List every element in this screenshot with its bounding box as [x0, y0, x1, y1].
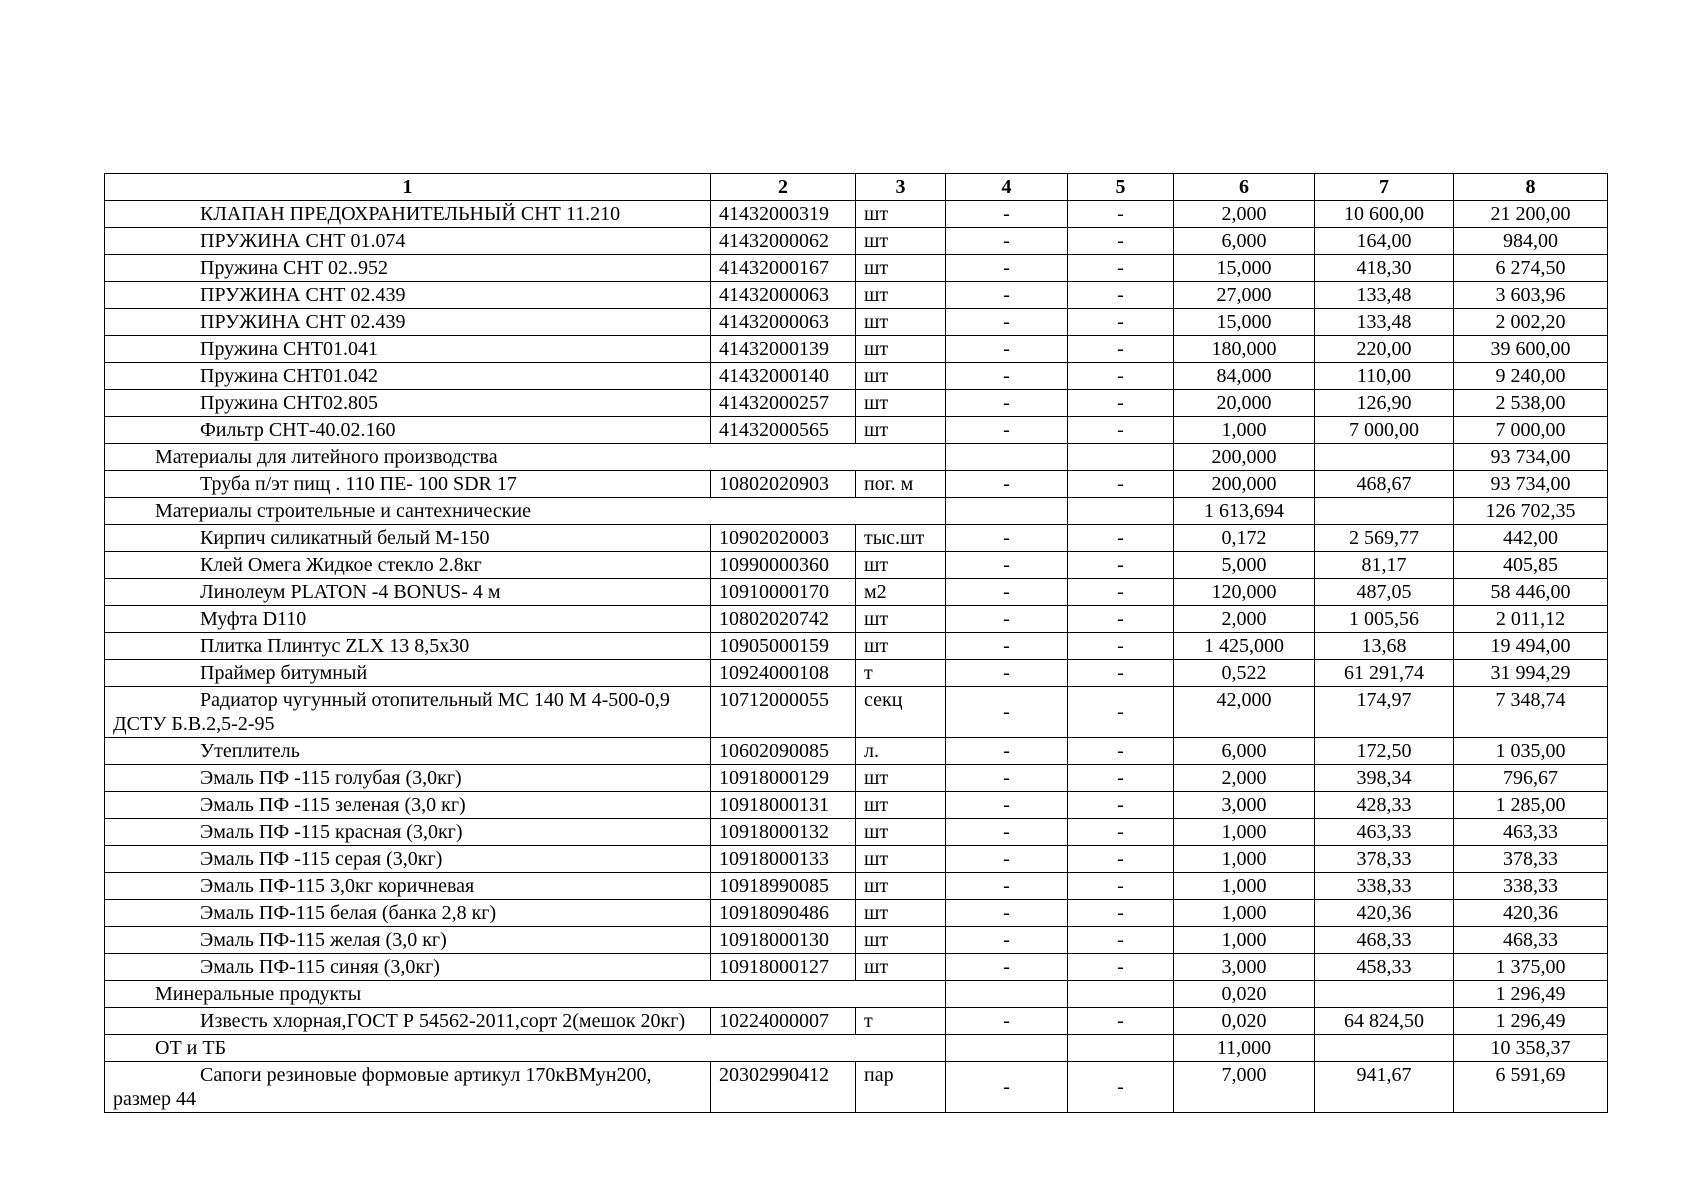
table-row	[105, 336, 1608, 363]
column-4-cell: -	[946, 1008, 1068, 1035]
item-name: Пружина СНТ01.042	[105, 363, 711, 390]
group-name: ОТ и ТБ	[105, 1035, 946, 1062]
unit-cell: т	[856, 660, 946, 687]
quantity-cell: 0,172	[1174, 525, 1315, 552]
column-4-cell: -	[946, 282, 1068, 309]
unit-cell: шт	[856, 954, 946, 981]
price-cell: 398,34	[1315, 765, 1454, 792]
item-code: 10905000159	[711, 633, 856, 660]
quantity-cell: 200,000	[1174, 471, 1315, 498]
column-5-cell: -	[1068, 228, 1174, 255]
sum-cell: 2 011,12	[1454, 606, 1608, 633]
table-row	[105, 738, 1608, 765]
unit-cell: шт	[856, 309, 946, 336]
price-cell: 338,33	[1315, 873, 1454, 900]
table-body	[105, 201, 1608, 1113]
quantity-cell: 7,000	[1174, 1062, 1315, 1113]
empty-cell	[946, 498, 1068, 525]
item-name: Пружина СНТ02.805	[105, 390, 711, 417]
table-row	[105, 552, 1608, 579]
column-5-cell: -	[1068, 255, 1174, 282]
item-code: 41432000565	[711, 417, 856, 444]
sum-cell: 21 200,00	[1454, 201, 1608, 228]
column-5-cell: -	[1068, 873, 1174, 900]
quantity-cell: 42,000	[1174, 687, 1315, 738]
table-row	[105, 846, 1608, 873]
column-4-cell: -	[946, 255, 1068, 282]
quantity-cell: 2,000	[1174, 606, 1315, 633]
quantity-cell: 15,000	[1174, 309, 1315, 336]
column-header: 6	[1174, 174, 1315, 201]
empty-cell	[1068, 444, 1174, 471]
price-cell: 110,00	[1315, 363, 1454, 390]
quantity-cell: 1 425,000	[1174, 633, 1315, 660]
group-name: Материалы строительные и сантехнические	[105, 498, 946, 525]
item-code: 10918990085	[711, 873, 856, 900]
item-name: Эмаль ПФ -115 зеленая (3,0 кг)	[105, 792, 711, 819]
empty-cell	[1315, 1035, 1454, 1062]
table-row	[105, 927, 1608, 954]
item-code: 10802020742	[711, 606, 856, 633]
price-cell: 172,50	[1315, 738, 1454, 765]
price-cell: 164,00	[1315, 228, 1454, 255]
column-4-cell: -	[946, 336, 1068, 363]
price-cell: 487,05	[1315, 579, 1454, 606]
sum-cell: 7 348,74	[1454, 687, 1608, 738]
price-cell: 468,67	[1315, 471, 1454, 498]
column-header: 7	[1315, 174, 1454, 201]
table-row	[105, 1062, 1608, 1113]
column-5-cell: -	[1068, 792, 1174, 819]
table-row	[105, 873, 1608, 900]
column-4-cell: -	[946, 846, 1068, 873]
table-row	[105, 363, 1608, 390]
sum-cell: 58 446,00	[1454, 579, 1608, 606]
quantity-cell: 0,020	[1174, 981, 1315, 1008]
unit-cell: секц	[856, 687, 946, 738]
item-code: 10712000055	[711, 687, 856, 738]
item-code: 10924000108	[711, 660, 856, 687]
column-4-cell: -	[946, 900, 1068, 927]
quantity-cell: 1 613,694	[1174, 498, 1315, 525]
unit-cell: шт	[856, 900, 946, 927]
item-code: 41432000257	[711, 390, 856, 417]
item-name: Пружина СНТ 02..952	[105, 255, 711, 282]
column-4-cell: -	[946, 552, 1068, 579]
sum-cell: 1 296,49	[1454, 1008, 1608, 1035]
quantity-cell: 5,000	[1174, 552, 1315, 579]
unit-cell: шт	[856, 846, 946, 873]
unit-cell: шт	[856, 792, 946, 819]
price-cell: 13,68	[1315, 633, 1454, 660]
quantity-cell: 3,000	[1174, 954, 1315, 981]
item-name: Эмаль ПФ -115 серая (3,0кг)	[105, 846, 711, 873]
quantity-cell: 15,000	[1174, 255, 1315, 282]
header-row	[105, 174, 1608, 201]
column-5-cell: -	[1068, 819, 1174, 846]
item-name: Эмаль ПФ-115 3,0кг коричневая	[105, 873, 711, 900]
column-4-cell: -	[946, 765, 1068, 792]
sum-cell: 39 600,00	[1454, 336, 1608, 363]
sum-cell: 31 994,29	[1454, 660, 1608, 687]
sum-cell: 6 274,50	[1454, 255, 1608, 282]
column-4-cell: -	[946, 954, 1068, 981]
item-name: Радиатор чугунный отопительный МС 140 М 4-500-0,9 ДСТУ Б.В.2,5-2-95	[105, 687, 711, 738]
unit-cell: пар	[856, 1062, 946, 1113]
table-row	[105, 633, 1608, 660]
table-row	[105, 255, 1608, 282]
column-5-cell: -	[1068, 282, 1174, 309]
table-row	[105, 282, 1608, 309]
price-cell: 133,48	[1315, 309, 1454, 336]
item-name: Клей Омега Жидкое стекло 2.8кг	[105, 552, 711, 579]
column-5-cell: -	[1068, 201, 1174, 228]
column-4-cell: -	[946, 606, 1068, 633]
price-cell: 126,90	[1315, 390, 1454, 417]
column-5-cell: -	[1068, 1062, 1174, 1113]
column-5-cell: -	[1068, 687, 1174, 738]
item-name: Кирпич силикатный белый М-150	[105, 525, 711, 552]
column-5-cell: -	[1068, 579, 1174, 606]
quantity-cell: 180,000	[1174, 336, 1315, 363]
item-code: 41432000063	[711, 282, 856, 309]
price-cell: 458,33	[1315, 954, 1454, 981]
sum-cell: 10 358,37	[1454, 1035, 1608, 1062]
column-4-cell: -	[946, 309, 1068, 336]
quantity-cell: 3,000	[1174, 792, 1315, 819]
item-code: 10224000007	[711, 1008, 856, 1035]
column-5-cell: -	[1068, 525, 1174, 552]
unit-cell: шт	[856, 417, 946, 444]
unit-cell: шт	[856, 363, 946, 390]
price-cell: 174,97	[1315, 687, 1454, 738]
item-name: Эмаль ПФ -115 красная (3,0кг)	[105, 819, 711, 846]
quantity-cell: 27,000	[1174, 282, 1315, 309]
column-5-cell: -	[1068, 471, 1174, 498]
item-code: 10918000130	[711, 927, 856, 954]
column-5-cell: -	[1068, 846, 1174, 873]
column-4-cell: -	[946, 660, 1068, 687]
price-cell: 133,48	[1315, 282, 1454, 309]
price-cell: 220,00	[1315, 336, 1454, 363]
item-code: 10918000127	[711, 954, 856, 981]
table-row	[105, 792, 1608, 819]
quantity-cell: 0,020	[1174, 1008, 1315, 1035]
sum-cell: 378,33	[1454, 846, 1608, 873]
column-5-cell: -	[1068, 417, 1174, 444]
inventory-table	[104, 173, 1608, 1113]
item-code: 41432000140	[711, 363, 856, 390]
unit-cell: шт	[856, 336, 946, 363]
column-5-cell: -	[1068, 606, 1174, 633]
column-4-cell: -	[946, 819, 1068, 846]
sum-cell: 6 591,69	[1454, 1062, 1608, 1113]
column-header: 4	[946, 174, 1068, 201]
item-code: 10802020903	[711, 471, 856, 498]
item-name: КЛАПАН ПРЕДОХРАНИТЕЛЬНЫЙ СНТ 11.210	[105, 201, 711, 228]
sum-cell: 2 538,00	[1454, 390, 1608, 417]
empty-cell	[1068, 498, 1174, 525]
column-4-cell: -	[946, 927, 1068, 954]
quantity-cell: 2,000	[1174, 201, 1315, 228]
table-row	[105, 417, 1608, 444]
column-4-cell: -	[946, 873, 1068, 900]
item-name: Труба п/эт пищ . 110 ПЕ- 100 SDR 17	[105, 471, 711, 498]
unit-cell: шт	[856, 255, 946, 282]
item-name: Эмаль ПФ-115 белая (банка 2,8 кг)	[105, 900, 711, 927]
sum-cell: 463,33	[1454, 819, 1608, 846]
price-cell: 81,17	[1315, 552, 1454, 579]
column-5-cell: -	[1068, 1008, 1174, 1035]
unit-cell: шт	[856, 606, 946, 633]
sum-cell: 126 702,35	[1454, 498, 1608, 525]
empty-cell	[946, 981, 1068, 1008]
quantity-cell: 1,000	[1174, 900, 1315, 927]
quantity-cell: 1,000	[1174, 927, 1315, 954]
price-cell: 1 005,56	[1315, 606, 1454, 633]
item-name: Плитка Плинтус ZLX 13 8,5х30	[105, 633, 711, 660]
column-5-cell: -	[1068, 309, 1174, 336]
quantity-cell: 1,000	[1174, 846, 1315, 873]
table-row	[105, 900, 1608, 927]
empty-cell	[1315, 981, 1454, 1008]
item-code: 10910000170	[711, 579, 856, 606]
group-name: Материалы для литейного производства	[105, 444, 946, 471]
unit-cell: шт	[856, 633, 946, 660]
item-code: 20302990412	[711, 1062, 856, 1113]
item-name: Эмаль ПФ -115 голубая (3,0кг)	[105, 765, 711, 792]
item-code: 10602090085	[711, 738, 856, 765]
column-4-cell: -	[946, 792, 1068, 819]
group-name: Минеральные продукты	[105, 981, 946, 1008]
sum-cell: 796,67	[1454, 765, 1608, 792]
sum-cell: 468,33	[1454, 927, 1608, 954]
unit-cell: тыс.шт	[856, 525, 946, 552]
column-header: 1	[105, 174, 711, 201]
item-name: Пружина СНТ01.041	[105, 336, 711, 363]
sum-cell: 9 240,00	[1454, 363, 1608, 390]
table-row	[105, 819, 1608, 846]
column-5-cell: -	[1068, 765, 1174, 792]
quantity-cell: 6,000	[1174, 228, 1315, 255]
column-4-cell: -	[946, 738, 1068, 765]
item-code: 10918000129	[711, 765, 856, 792]
column-header: 2	[711, 174, 856, 201]
empty-cell	[1315, 444, 1454, 471]
sum-cell: 93 734,00	[1454, 471, 1608, 498]
table-row	[105, 309, 1608, 336]
price-cell: 463,33	[1315, 819, 1454, 846]
unit-cell: шт	[856, 228, 946, 255]
item-code: 10918000133	[711, 846, 856, 873]
column-4-cell: -	[946, 390, 1068, 417]
unit-cell: шт	[856, 282, 946, 309]
item-code: 41432000167	[711, 255, 856, 282]
quantity-cell: 1,000	[1174, 417, 1315, 444]
item-name: ПРУЖИНА СНТ 02.439	[105, 282, 711, 309]
column-4-cell: -	[946, 228, 1068, 255]
price-cell: 428,33	[1315, 792, 1454, 819]
item-code: 10918000131	[711, 792, 856, 819]
item-name: Эмаль ПФ-115 синяя (3,0кг)	[105, 954, 711, 981]
sum-cell: 7 000,00	[1454, 417, 1608, 444]
unit-cell: шт	[856, 873, 946, 900]
empty-cell	[1315, 498, 1454, 525]
unit-cell: шт	[856, 390, 946, 417]
item-name: Утеплитель	[105, 738, 711, 765]
price-cell: 468,33	[1315, 927, 1454, 954]
column-5-cell: -	[1068, 363, 1174, 390]
item-name: ПРУЖИНА СНТ 01.074	[105, 228, 711, 255]
unit-cell: л.	[856, 738, 946, 765]
item-code: 41432000062	[711, 228, 856, 255]
sum-cell: 442,00	[1454, 525, 1608, 552]
column-4-cell: -	[946, 525, 1068, 552]
price-cell: 418,30	[1315, 255, 1454, 282]
empty-cell	[1068, 981, 1174, 1008]
table-row	[105, 201, 1608, 228]
quantity-cell: 20,000	[1174, 390, 1315, 417]
column-4-cell: -	[946, 363, 1068, 390]
empty-cell	[946, 444, 1068, 471]
table-row	[105, 579, 1608, 606]
price-cell: 10 600,00	[1315, 201, 1454, 228]
unit-cell: м2	[856, 579, 946, 606]
table-row	[105, 687, 1608, 738]
sum-cell: 1 285,00	[1454, 792, 1608, 819]
item-name: Муфта D110	[105, 606, 711, 633]
quantity-cell: 0,522	[1174, 660, 1315, 687]
group-row	[105, 498, 1608, 525]
sum-cell: 3 603,96	[1454, 282, 1608, 309]
quantity-cell: 11,000	[1174, 1035, 1315, 1062]
sum-cell: 984,00	[1454, 228, 1608, 255]
group-row	[105, 444, 1608, 471]
group-row	[105, 981, 1608, 1008]
price-cell: 378,33	[1315, 846, 1454, 873]
item-code: 10918090486	[711, 900, 856, 927]
price-cell: 420,36	[1315, 900, 1454, 927]
quantity-cell: 200,000	[1174, 444, 1315, 471]
column-4-cell: -	[946, 417, 1068, 444]
column-5-cell: -	[1068, 738, 1174, 765]
column-5-cell: -	[1068, 390, 1174, 417]
column-5-cell: -	[1068, 633, 1174, 660]
table-row	[105, 525, 1608, 552]
column-4-cell: -	[946, 579, 1068, 606]
sum-cell: 2 002,20	[1454, 309, 1608, 336]
column-5-cell: -	[1068, 954, 1174, 981]
sum-cell: 1 035,00	[1454, 738, 1608, 765]
item-name: Праймер битумный	[105, 660, 711, 687]
group-row	[105, 1035, 1608, 1062]
item-code: 41432000319	[711, 201, 856, 228]
item-code: 10990000360	[711, 552, 856, 579]
item-name: Эмаль ПФ-115 желая (3,0 кг)	[105, 927, 711, 954]
column-5-cell: -	[1068, 336, 1174, 363]
column-5-cell: -	[1068, 927, 1174, 954]
unit-cell: шт	[856, 765, 946, 792]
unit-cell: шт	[856, 201, 946, 228]
quantity-cell: 84,000	[1174, 363, 1315, 390]
item-code: 41432000063	[711, 309, 856, 336]
unit-cell: шт	[856, 927, 946, 954]
column-4-cell: -	[946, 1062, 1068, 1113]
table-row	[105, 228, 1608, 255]
item-code: 10902020003	[711, 525, 856, 552]
column-4-cell: -	[946, 471, 1068, 498]
sum-cell: 93 734,00	[1454, 444, 1608, 471]
item-code: 41432000139	[711, 336, 856, 363]
column-5-cell: -	[1068, 900, 1174, 927]
sum-cell: 420,36	[1454, 900, 1608, 927]
table-row	[105, 471, 1608, 498]
price-cell: 941,67	[1315, 1062, 1454, 1113]
column-5-cell: -	[1068, 552, 1174, 579]
sum-cell: 338,33	[1454, 873, 1608, 900]
item-name: ПРУЖИНА СНТ 02.439	[105, 309, 711, 336]
unit-cell: т	[856, 1008, 946, 1035]
item-name: Известь хлорная,ГОСТ Р 54562-2011,сорт 2(мешок 20кг)	[105, 1008, 711, 1035]
table-row	[105, 765, 1608, 792]
column-header: 3	[856, 174, 946, 201]
unit-cell: шт	[856, 819, 946, 846]
table-row	[105, 606, 1608, 633]
price-cell: 64 824,50	[1315, 1008, 1454, 1035]
column-header: 5	[1068, 174, 1174, 201]
item-name: Фильтр СНТ-40.02.160	[105, 417, 711, 444]
column-4-cell: -	[946, 633, 1068, 660]
price-cell: 7 000,00	[1315, 417, 1454, 444]
sum-cell: 1 375,00	[1454, 954, 1608, 981]
item-code: 10918000132	[711, 819, 856, 846]
column-header: 8	[1454, 174, 1608, 201]
quantity-cell: 1,000	[1174, 873, 1315, 900]
quantity-cell: 1,000	[1174, 819, 1315, 846]
sum-cell: 405,85	[1454, 552, 1608, 579]
column-4-cell: -	[946, 687, 1068, 738]
sum-cell: 1 296,49	[1454, 981, 1608, 1008]
item-name: Линолеум PLATON -4 BONUS- 4 м	[105, 579, 711, 606]
table-row	[105, 1008, 1608, 1035]
column-4-cell: -	[946, 201, 1068, 228]
table-row	[105, 660, 1608, 687]
quantity-cell: 120,000	[1174, 579, 1315, 606]
table-row	[105, 954, 1608, 981]
quantity-cell: 6,000	[1174, 738, 1315, 765]
table-row	[105, 390, 1608, 417]
price-cell: 2 569,77	[1315, 525, 1454, 552]
price-cell: 61 291,74	[1315, 660, 1454, 687]
quantity-cell: 2,000	[1174, 765, 1315, 792]
unit-cell: пог. м	[856, 471, 946, 498]
column-5-cell: -	[1068, 660, 1174, 687]
item-name: Сапоги резиновые формовые артикул 170кВМун200, размер 44	[105, 1062, 711, 1113]
unit-cell: шт	[856, 552, 946, 579]
sum-cell: 19 494,00	[1454, 633, 1608, 660]
empty-cell	[1068, 1035, 1174, 1062]
empty-cell	[946, 1035, 1068, 1062]
